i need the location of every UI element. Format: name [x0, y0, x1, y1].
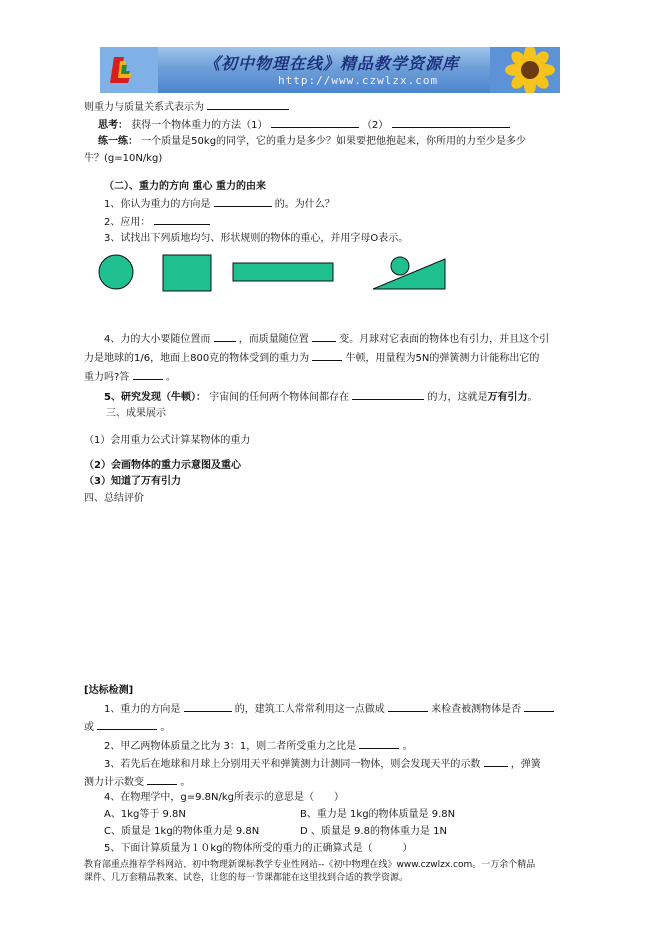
t2-text-a: 2、甲乙两物体质量之比为 3：1，则二者所受重力之比是	[104, 741, 357, 752]
question-3: 3、试找出下列质地均匀、形状规则的物体的重心，并用字母O表示。	[104, 233, 409, 244]
question-1-text: 1、你认为重力的方向是	[104, 199, 211, 210]
t1-text-d: 或	[84, 722, 94, 733]
t3-text-a: 3、若先后在地球和月球上分别用天平和弹簧测力计测同一物体，则会发现天平的示数	[104, 759, 481, 770]
q5-text: 宇宙间的任何两个物体间都存在	[209, 392, 350, 403]
test-question-3-line-2	[84, 774, 190, 789]
test-question-4: 4、在物理学中，g=9.8N/kg所表示的意思是（ ）	[104, 792, 344, 803]
q4-text-e: 牛顿，用量程为5N的弹簧测力计能称出它的	[345, 353, 540, 364]
answer-blank[interactable]	[312, 350, 342, 361]
answer-blank[interactable]	[154, 214, 210, 225]
q4-text-d: 力是地球的1/6，地面上800克的物体受到的重力为	[84, 353, 310, 364]
option-c[interactable]: C、质量是 1kg的物体重力是 9.8N	[104, 826, 260, 837]
circle-shape	[99, 255, 133, 289]
think-text: 获得一个物体重力的方法（1）	[131, 120, 268, 131]
q4-text-b: ，而质量随位置	[238, 334, 309, 345]
test-question-3	[104, 756, 541, 771]
test-heading: [达标检测]	[84, 685, 134, 696]
banner-title: 《初中物理在线》精品教学资源库	[204, 54, 460, 73]
q4-text-a: 4、力的大小要随位置而	[104, 334, 211, 345]
answer-blank[interactable]	[392, 117, 510, 128]
answer-blank[interactable]	[352, 389, 424, 400]
t2-text-b: 。	[402, 741, 413, 752]
header-banner	[100, 47, 560, 93]
t1-text-b: 的，建筑工人常常利用这一点做成	[234, 704, 385, 715]
square-shape	[163, 255, 211, 291]
q5-text-c: 的力，这就是	[427, 392, 488, 403]
sunflower-icon	[490, 47, 560, 93]
t1-text-c: 来检查被测物体是否	[431, 704, 522, 715]
answer-blank[interactable]	[184, 701, 232, 712]
think-mid: （2）	[361, 120, 389, 131]
question-5	[104, 389, 538, 404]
site-logo-icon	[100, 47, 158, 93]
t1-text-a: 1、重力的方向是	[104, 704, 181, 715]
relation-text: 则重力与质量关系式表示为	[84, 102, 204, 113]
question-4-line-2	[84, 350, 539, 365]
q5-term: 万有引力	[487, 392, 528, 403]
option-d[interactable]: D 、质量是 9.8的物体重力是 1N	[300, 826, 447, 837]
result-1: （1）会用重力公式计算某物体的重力	[84, 435, 251, 446]
question-2	[104, 214, 210, 229]
answer-blank[interactable]	[97, 719, 157, 730]
answer-blank[interactable]	[359, 738, 399, 749]
answer-blank[interactable]	[214, 331, 236, 342]
answer-blank[interactable]	[388, 701, 428, 712]
question-1	[104, 196, 335, 211]
ball-shape	[391, 257, 409, 275]
result-3: （3）知道了万有引力	[84, 476, 181, 487]
practice-label: 练一练：	[98, 136, 138, 147]
option-b[interactable]: B、重力是 1kg的物体质量是 9.8N	[300, 809, 456, 820]
bar-shape	[233, 263, 333, 281]
question-2-text: 2、应用：	[104, 217, 151, 228]
think-label: 思考：	[98, 120, 128, 131]
banner-url: http://www.czwlzx.com	[278, 74, 439, 87]
t3-text-c: 测力计示数变	[84, 777, 144, 788]
section-3-title: 三、成果展示	[106, 408, 166, 419]
t3-text-b: ，弹簧	[510, 759, 541, 770]
footer-line-2: 课件、几万套精品教案、试卷，让您的每一节课都能在这里找到合适的教学资源。	[84, 873, 409, 883]
answer-blank[interactable]	[147, 774, 177, 785]
answer-blank[interactable]	[214, 196, 272, 207]
footer-line-1: 教育部重点推荐学科网站、初中物理新课标教学专业性网站--《初中物理在线》www.czwlzx.com。一万余个精品	[84, 860, 536, 870]
q5-end: 。	[527, 392, 538, 403]
test-question-1	[104, 701, 554, 716]
question-1-tail: 的。为什么？	[274, 199, 335, 210]
t3-text-d: 。	[180, 777, 191, 788]
result-2: （2）会画物体的重力示意图及重心	[84, 460, 241, 471]
question-4	[104, 331, 549, 346]
section-4-title: 四、总结评价	[84, 493, 144, 504]
answer-blank[interactable]	[484, 756, 508, 767]
test-question-1-line-2	[84, 719, 170, 734]
think-line	[98, 117, 510, 132]
q4-text-f: 重力吗?答	[84, 372, 130, 383]
test-question-2	[104, 738, 413, 753]
test-question-5: 5、下面计算质量为１０kg的物体所受的重力的正确算式是（ ）	[104, 843, 413, 854]
practice-text: 一个质量是50kg的同学，它的重力是多少？如果要把他抱起来，你所用的力至少是多少	[141, 136, 527, 147]
option-a[interactable]: A、1kg等于 9.8N	[104, 809, 186, 820]
answer-blank[interactable]	[133, 369, 163, 380]
answer-blank[interactable]	[524, 701, 554, 712]
answer-blank[interactable]	[312, 331, 336, 342]
q4-text-c: 变。月球对它表面的物体也有引力，并且这个引	[339, 334, 550, 345]
answer-blank[interactable]	[271, 117, 359, 128]
practice-line-2: 牛？(g=10N/kg)	[84, 153, 163, 164]
q4-text-g: 。	[165, 372, 176, 383]
t1-text-e: 。	[160, 722, 171, 733]
q5-label: 5、研究发现（牛顿）：	[104, 392, 206, 403]
practice-line	[98, 135, 526, 148]
answer-blank[interactable]	[207, 99, 289, 110]
shapes-figure	[95, 252, 455, 296]
section-2-title: （二）、重力的方向 重心 重力的由来	[104, 181, 266, 192]
question-4-line-3	[84, 369, 176, 384]
relation-line	[84, 99, 289, 114]
